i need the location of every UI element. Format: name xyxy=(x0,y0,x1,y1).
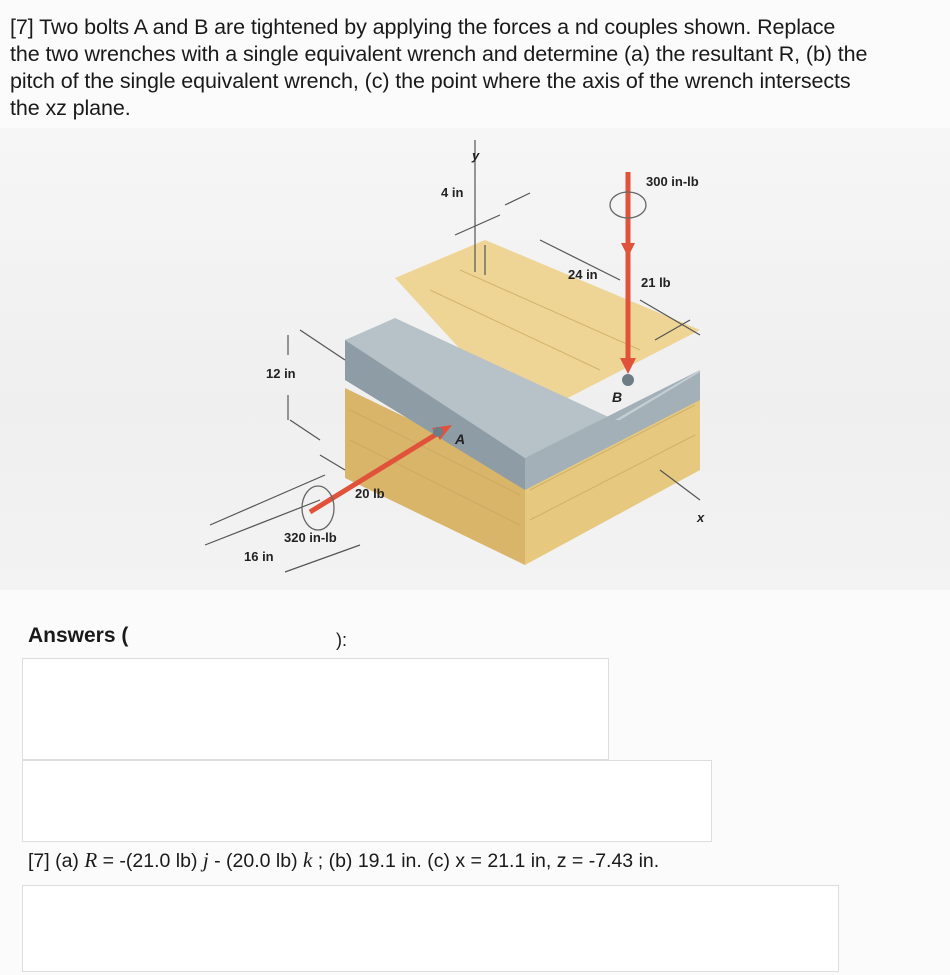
answer-box-bottom xyxy=(22,885,839,972)
answer-rest: ; (b) 19.1 in. (c) x = 21.1 in, z = -7.43 in. xyxy=(312,850,660,872)
moment-b-label: 300 in-lb xyxy=(646,174,699,189)
force-a-label: 20 lb xyxy=(355,486,385,501)
point-a-label: A xyxy=(455,431,466,447)
problem-line-3: pitch of the single equivalent wrench, (c) the point where the axis of the wrench intersects xyxy=(10,69,851,93)
answer-box-top xyxy=(22,658,609,760)
bolt-a xyxy=(433,427,443,437)
point-b-label: B xyxy=(612,389,623,405)
problem-line-1: [7] Two bolts A and B are tightened by applying the forces a nd couples shown. Replace xyxy=(10,15,836,39)
resultant-vector-symbol: R xyxy=(84,848,98,872)
answer-prefix: [7] (a) xyxy=(28,850,85,872)
bolt-b xyxy=(622,374,634,386)
twelve-in-label: 12 in xyxy=(266,366,296,381)
problem-line-4: the xz plane. xyxy=(10,96,131,120)
moment-a-label: 320 in-lb xyxy=(284,530,337,545)
four-in-label: 4 in xyxy=(441,185,464,200)
k-unit-vector: k xyxy=(303,848,313,872)
force-b-label: 21 lb xyxy=(641,275,671,290)
sixteen-in-label: 16 in xyxy=(244,549,274,564)
twentyfour-in-label: 24 in xyxy=(568,267,598,282)
answer-eq: = -(21.0 lb) xyxy=(97,850,203,872)
x-axis-label: x xyxy=(697,510,705,525)
answers-colon: ): xyxy=(336,630,347,650)
answer-box-main xyxy=(22,760,712,842)
j-unit-vector: j xyxy=(202,848,209,872)
answers-label: Answers ( xyxy=(28,624,129,647)
force-arrowhead-upper xyxy=(621,243,635,257)
answer-line xyxy=(28,848,659,873)
y-axis-label: y xyxy=(472,148,480,163)
problem-line-2: the two wrenches with a single equivalent wrench and determine (a) the resultant R, (b) the xyxy=(10,42,868,66)
answer-mid: - (20.0 lb) xyxy=(208,850,303,872)
